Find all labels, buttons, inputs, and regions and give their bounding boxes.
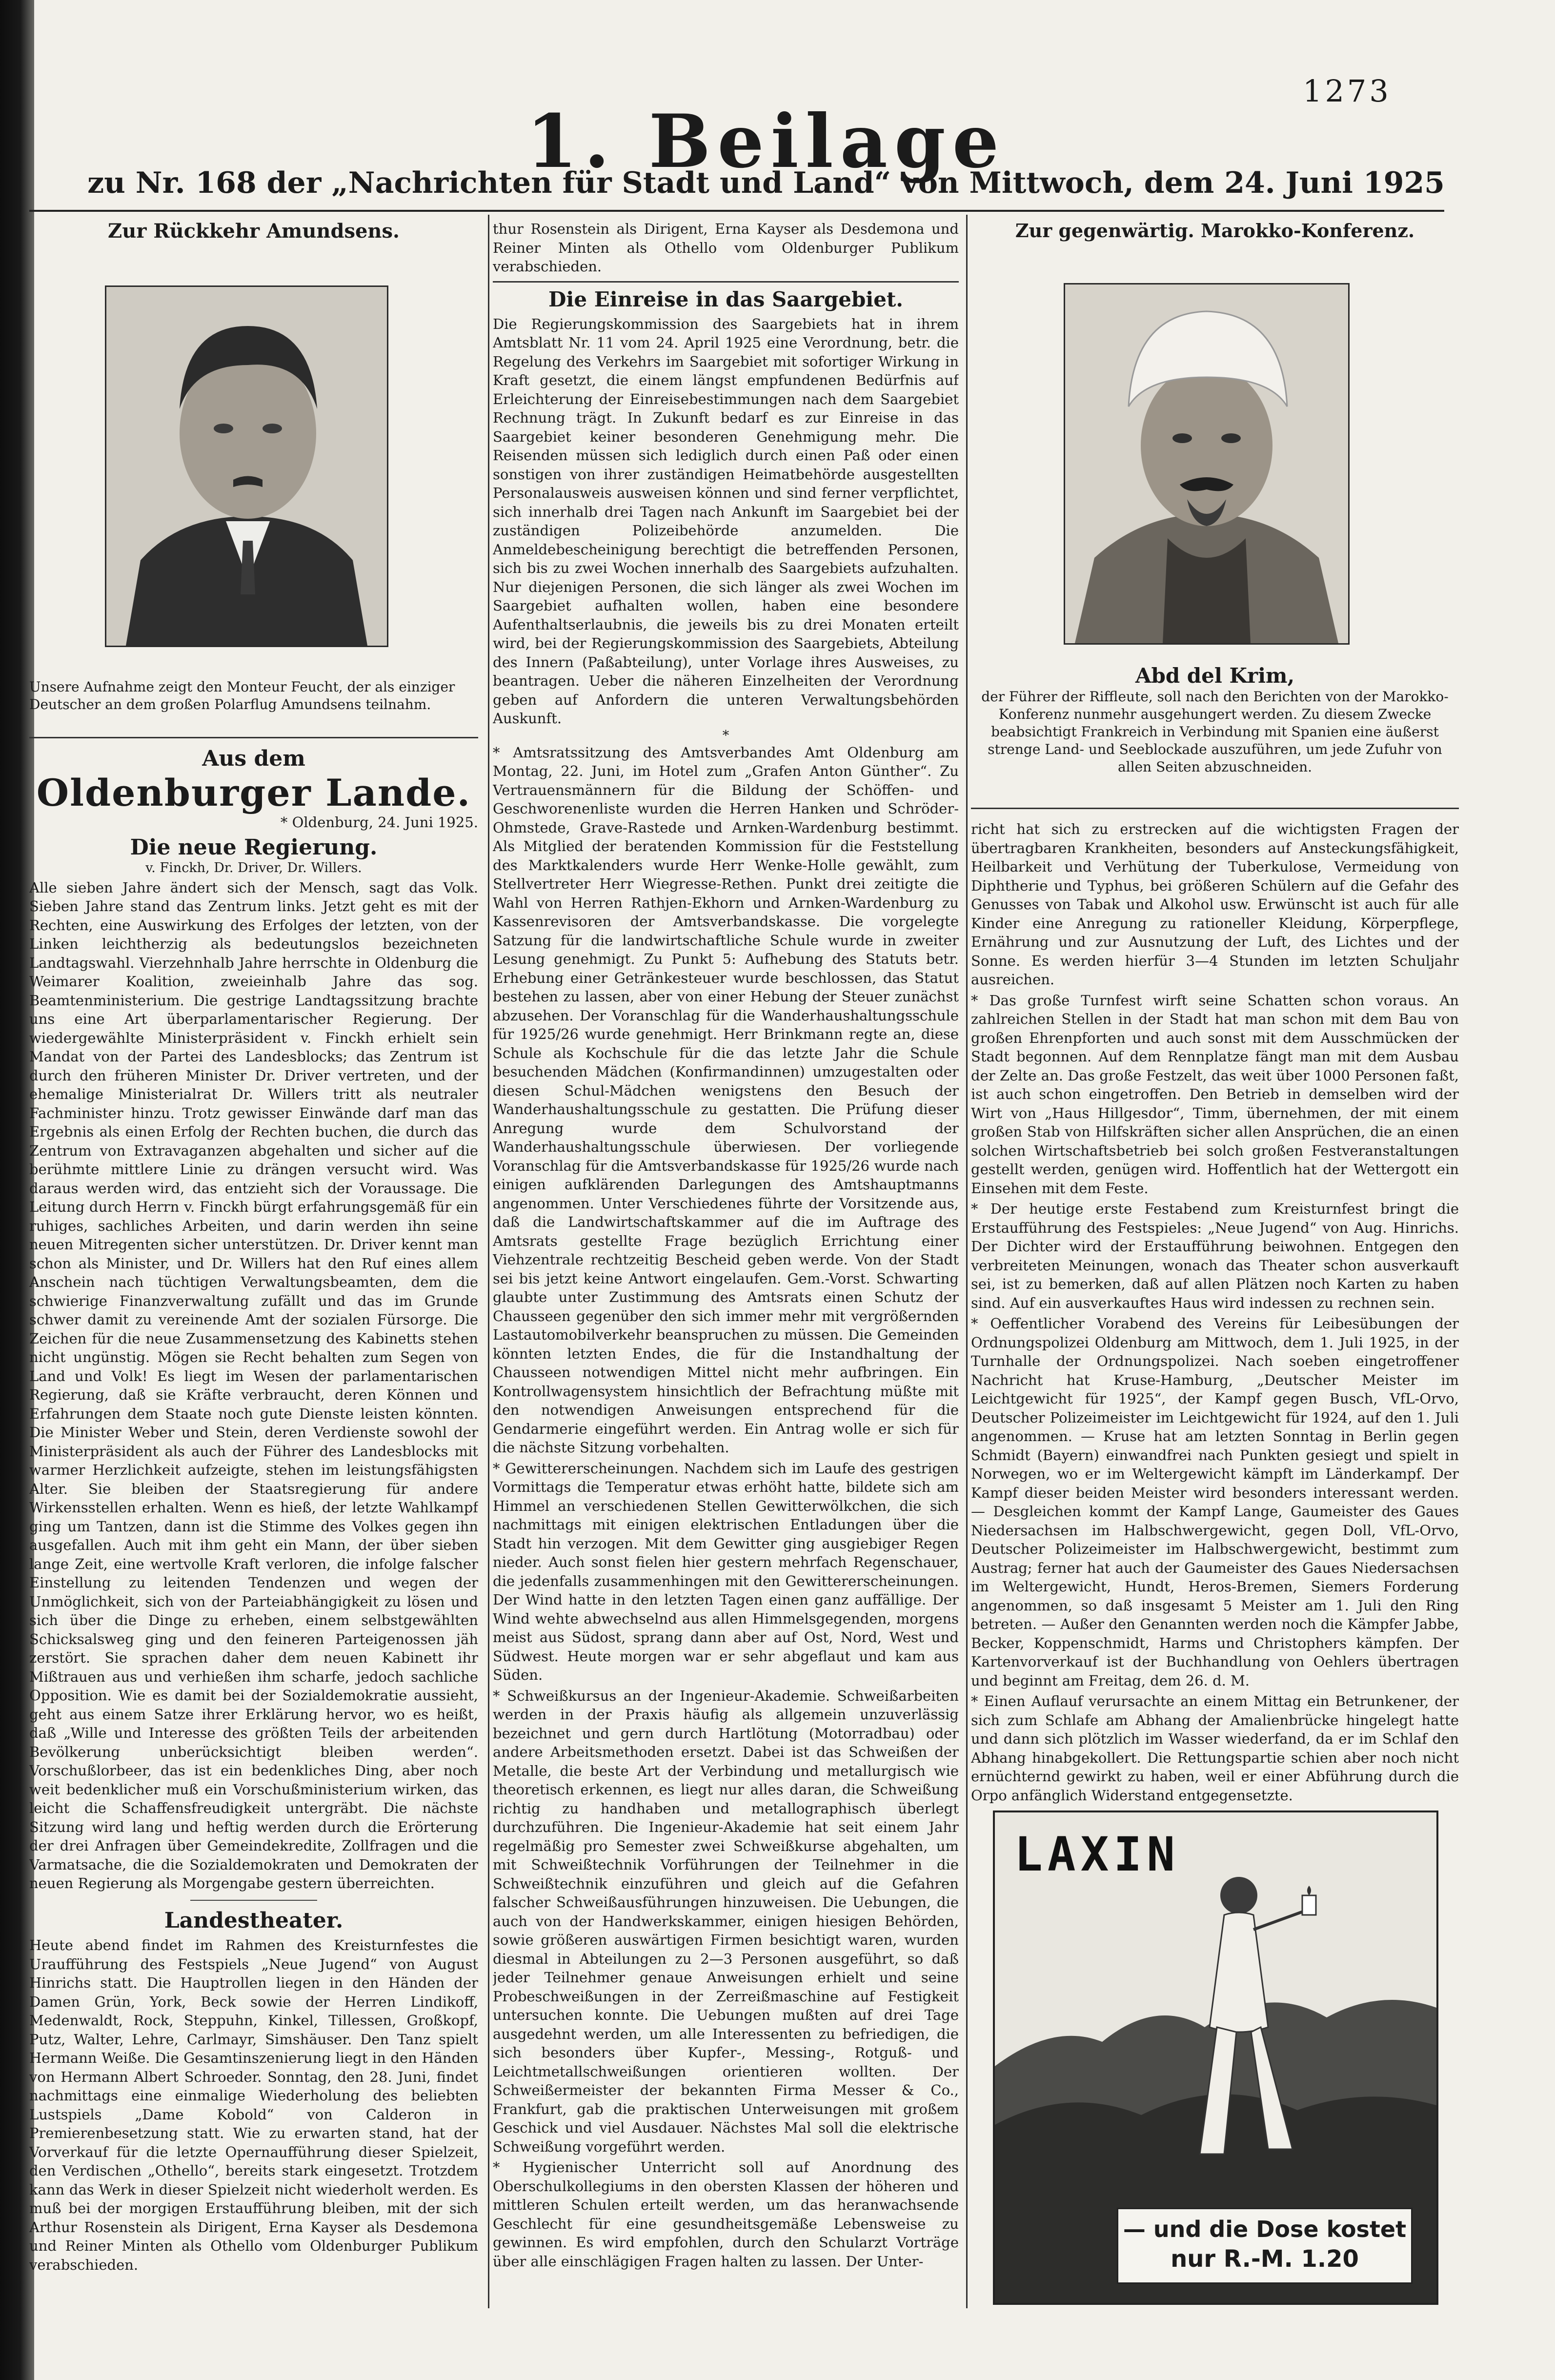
right-title-box — [971, 220, 1459, 259]
page-number: 1273 — [1303, 73, 1392, 109]
krim-photo — [1064, 283, 1350, 645]
amundsen-caption-box — [29, 678, 478, 732]
laxin-advertisement — [993, 1810, 1438, 2305]
article-separator — [190, 1900, 317, 1902]
right-column-articles — [971, 820, 1459, 1806]
star-separator: * — [722, 728, 729, 743]
oldenburg-section — [29, 747, 478, 2308]
schweisskurs-article: * Schweißkursus an der Ingenieur-Akademie. Schweißarbeiten werden in der Praxis häufig als allgemein unzuverlässig bezeichnet und gern durch Hartlötung (Motorradbau) oder andere Arbeitsmethoden ersetzt. Dabei ist das Schweißen der Metalle, die beste Art der Verbindung und metallurgisch wie theoretisch erkennen, es liegt nur alles daran, die Schweißung richtig zu handhaben und metallographisch überlegt durchzuführen. Die Ingenieur-Akademie hat seit einem Jahr regelmäßig pro Semester zwei Schweißkurse abgehalten, um mit Schweißtechnik Vorführungen der Teilnehmer in die Schweißtechnik einzuführen und gleich auf die Gefahren falscher Schweißausführungen hinzuweisen. Die Uebungen, die auch von der Handwerkskammer, einigen hiesigen Behörden, sowie größeren auswärtigen Firmen besichtigt waren, wurden diesmal in Abteilungen zu 2—3 Personen ausgeführt, so daß jeder Teilnehmer genaue Anweisungen erhielt und seine Probeschweißungen in der Zerreißmaschine auf Festigkeit untersuchen konnte. Die Uebungen mußten auf drei Tage ausgedehnt werden, um alle Interessenten zu befriedigen, die sich besonders über Kupfer-, Messing-, Rotguß- und Leichtmetallschweißungen orientieren wollten. Der Schweißermeister der bekannten Firma Messer & Co., Frankfurt, gab die praktischen Unterweisungen mit großem Geschick und viel Ausdauer. Nächstes Mal soll die elektrische Schweißung vorgeführt werden. — [493, 1687, 959, 2155]
krim-photo-caption: der Führer der Riffleute, soll nach den Berichten von der Marokko-Konferenz nunmehr ausgehungert werden. Zu diesem Zwecke beabsichtigt Frankreich in Verbindung mit Spanien eine äußerst strenge Land- und Seeblockade auszuführen, um jede Zufuhr von allen Seiten abzuschneiden. — [981, 689, 1449, 775]
regierung-names: v. Finckh, Dr. Driver, Dr. Willers. — [145, 860, 362, 875]
krim-photo-title: Zur gegenwärtig. Marokko-Konferenz. — [1015, 220, 1415, 242]
theater-headline: Landestheater. — [164, 1908, 343, 1933]
polizei-sport-article: * Oeffentlicher Vorabend des Vereins für Leibesübungen der Ordnungspolizei Oldenburg am Mittwoch, dem 1. Juli 1925, in der Turnhalle der Ordnungspolizei. Nach soeben eingetroffener Nachricht hat Kruse-Hamburg, „Deutscher Meister im Leichtgewicht für 1925“, der Kampf gegen Busch, VfL-Orvo, Deutscher Polizeimeister im Leichtgewicht für 1924, auf den 1. Juli angenommen. — Kruse hat am letzten Sonntag in Berlin gegen Schmidt (Bayern) einwandfrei nach Punkten gesiegt und spielt in Norwegen, wo er im Weltergewicht kämpft im Länderkampf. Der Kampf dieser beiden Meister wird besonders interessant werden. — Desgleichen kommt der Kampf Lange, Gaumeister des Gaues Niedersachsen im Halbschwergewicht, gegen Doll, VfL-Orvo, Deutscher Polizeimeister im Halbschwergewicht, bestimmt zum Austrag; ferner hat auch der Gaumeister des Gaues Niedersachsen im Weltergewicht, Hundt, Heros-Bremen, Siemers Forderung angenommen, so daß insgesamt 5 Meister am 1. Juli den Ring betreten. — Außer den Genannten werden noch die Kämpfer Jabbe, Becker, Koppenschmidt, Harms und Christophers kämpfen. Der Kartenvorverkauf ist der Buchhandlung von Oehlers übertragen und beginnt am Freitag, dem 26. d. M. — [971, 1315, 1459, 1689]
festabend-article: * Der heutige erste Festabend zum Kreisturnfest bringt die Erstaufführung des Festspieles: „Neue Jugend“ von Aug. Hinrichs. Der Dichter wird der Erstaufführung beiwohnen. Entgegen den verbreiteten Meinungen, wonach das Theater schon ausverkauft sei, ist zu bemerken, daß auf allen Plätzen noch Karten zu haben sind. Auf ein ausverkauftes Haus wird indessen zu rechnen sein. — [971, 1200, 1459, 1311]
krim-photo-name: Abd del Krim, — [1135, 664, 1295, 688]
middle-rule-1 — [493, 281, 959, 283]
hygiene-article: * Hygienischer Unterricht soll auf Anordnung des Oberschulkollegiums in den obersten Klassen der höheren und mittleren Schulen erteilt werden, um das heranwachsende Geschlecht für eine gesundheitsgemäße Lebensweise zu gewinnen. Es wird empfohlen, durch den Schularzt Vorträge über alle einschlägigen Fragen halten zu lassen. Der Unter- — [493, 2159, 959, 2270]
masthead-title: 1. Beilage — [526, 99, 1006, 184]
laxin-slogan: — und die Dose kostet — [1123, 2216, 1407, 2242]
krim-caption-box — [971, 664, 1459, 791]
gewitter-article: * Gewittererscheinungen. Nachdem sich im Laufe des gestrigen Vormittags die Temperatur etwas erhöht hatte, bildete sich am Himmel an verschiedenen Stellen Gewitterwölkchen, die sich nachmittags mit einigen elektrischen Entladungen über die Stadt hin verzogen. Mit dem Gewitter ging ausgiebiger Regen nieder. Auch sonst fielen hier gestern mehrfach Regenschauer, die jedenfalls zusammenhingen mit den Gewittererscheinungen. Der Wind hatte in den letzten Tagen einen ganz auffällige. Der Wind wehte abwechselnd aus allen Himmelsgegenden, morgens meist aus Südost, sprang dann aber auf Ost, Nord, West und Südwest. Heute morgen war er sehr abgeflaut und kam aus Süden. — [493, 1460, 959, 1684]
amundsen-photo-title: Zur Rückkehr Amundsens. — [108, 220, 400, 243]
regierung-headline: Die neue Regierung. — [130, 834, 378, 860]
oldenburg-dateline: * Oldenburg, 24. Juni 1925. — [280, 814, 478, 831]
column-divider-left — [488, 215, 489, 2308]
left-section-rule — [29, 737, 478, 738]
laxin-brand: LAXIN — [1014, 1827, 1180, 1882]
laxin-price-box — [1117, 2208, 1413, 2284]
laxin-price: nur R.-M. 1.20 — [1171, 2245, 1359, 2273]
regierung-article: Alle sieben Jahre ändert sich der Mensch, sagt das Volk. Sieben Jahre stand das Zentrum links. Jetzt geht es mit der Rechten, eine Auswirkung des Erfolges der letzten, von der Linken leichtherzig als bedeutungslos bezeichneten Landtagswahl. Vierzehnhalb Jahre herrschte in Oldenburg die Weimarer Koalition, zweieinhalb Jahre das sog. Beamtenministerium. Die gestrige Landtagssitzung brachte uns eine Art überparlamentarischer Regierung. Der wiedergewählte Ministerpräsident v. Finckh erhielt sein Mandat von der Partei des Landesblocks; das Zentrum ist durch den früheren Minister Dr. Driver vertreten, und der ehemalige Ministerialrat Dr. Willers tritt als neutraler Fachminister hinzu. Trotz gewisser Einwände darf man das Ergebnis als einen Erfolg der Rechten buchen, die durch das Zentrum von Extravaganzen abgehalten und sicher auf die berühmte mittlere Linie zu drängen versucht wird. Was daraus werden wird, das entzieht sich der Voraussage. Die Leitung durch Herrn v. Finckh bürgt erfahrungsgemäß für ein ruhiges, sachliches Arbeiten, und darin werden ihn seine neuen Mitregenten sicher unterstützen. Dr. Driver kennt man schon als Minister, und Dr. Willers hat den Ruf eines allem Anschein nach tüchtigen Verwaltungsbeamten, dem die schwierige Finanzverwaltung zufällt und das im Grunde schwer damit zu vereinende Amt der sozialen Fürsorge. Die Zeichen für die neue Zusammensetzung des Kabinetts stehen nicht ungünstig. Mögen sie Recht behalten zum Segen von Land und Volk! Es liegt im Wesen der parlamentarischen Regierung, daß sie Kräfte verbraucht, deren Können und Erfahrungen dem Staate noch gute Dienste leisten könnten. Die Minister Weber und Stein, deren Verdienste sowohl der Ministerpräsident als auch der Führer des Landesblocks mit warmer Herzlichkeit aufzeigte, stehen im leistungsfähigsten Alter. Sie bleiben der Staatsregierung für andere Wirkensstellen erhalten. Wenn es hieß, der letzte Wahlkampf ging um Tantzen, dann ist die Stimme des Volkes gegen ihn ausgefallen. Auch mit ihm geht ein Mann, der über sieben lange Zeit, eine wertvolle Kraft verloren, die infolge falscher Einstellung zu leitenden Tendenzen und wegen der Unmöglichkeit, sich von der Parteiabhängigkeit zu lösen und sich über die Dinge zu erheben, einem selbstgewählten Schicksalsweg ging und den feineren Parteigenossen jäh zerstört. Sie sprachen daher dem neuen Kabinett ihr Mißtrauen aus und verhießen ihm scharfe, jedoch sachliche Opposition. Wie es damit bei der Sozialdemokratie aussieht, geht aus einem Satze ihrer Erklärung hervor, wo es heißt, daß „Wille und Interesse des größten Teils der arbeitenden Bevölkerung unberücksichtigt bleiben werden“. Vorschußlorbeer, das ist ein bedenkliches Ding, aber noch weit bedenklicher muß ein Vorschußministerium wirken, das leicht die Schaffensfreudigkeit untergräbt. Die nächste Sitzung wird lang und heftig werden durch die Erörterung der drei Anfragen über Gemeindekredite, Zollfragen und die Varmatsache, die die Sozialdemokraten und Demokraten der neuen Regierung als Morgengabe gestern überreichten. — [29, 879, 478, 1892]
theater-continuation: thur Rosenstein als Dirigent, Erna Kayser als Desdemona und Reiner Minten als Othello vom Oldenburger Publikum verabschieden. — [493, 221, 959, 275]
hygiene-continuation: richt hat sich zu erstrecken auf die wichtigsten Fragen der übertragbaren Krankheiten, besonders auf Ansteckungsfähigkeit, Heilbarkeit und Verhütung der Tuberkulose, Vermeidung von Diphtherie und Typhus, bei größeren Schülern auf die Gefahr des Genusses von Tabak und Alkohol usw. Erwünscht ist auch für alle Kinder eine Anregung zu rationeller Kleidung, Körperpflege, Ernährung und zur Ausnutzung der Luft, des Lichtes und der Sonne. Es werden hierfür 3—4 Stunden im letzten Schuljahr ausreichen. — [971, 821, 1459, 988]
portrait-abd-el-krim-image — [1065, 285, 1348, 643]
saar-article: Die Regierungskommission des Saargebiets hat in ihrem Amtsblatt Nr. 11 vom 24. April 1925 eine Verordnung, betr. die Regelung des Verkehrs im Saargebiet mit sofortiger Wirkung in Kraft gesetzt, die einem längst empfundenen Bedürfnis auf Erleichterung der Einreisebestimmungen nach dem Saargebiet Rechnung trägt. In Zukunft bedarf es zur Einreise in das Saargebiet keiner besonderen Genehmigung mehr. Die Reisenden müssen sich lediglich durch einen Paß oder einen sonstigen von ihrer zuständigen Heimatbehörde ausgestellten Personalausweis ausweisen können und sind ferner verpflichtet, sich innerhalb drei Tagen nach Ankunft im Saargebiet bei der zuständigen Polizeibehörde anzumelden. Die Anmeldebescheinigung berechtigt die betreffenden Personen, sich bis zu zwei Wochen innerhalb des Saargebiets aufzuhalten. Nur diejenigen Personen, die sich länger als zwei Wochen im Saargebiet aufhalten wollen, haben eine besondere Aufenthaltserlaubnis, die jeweils bis zu drei Monaten erteilt wird, bei der Regierungskommission des Saargebiets, Abteilung des Innern (Paßabteilung), unter Vorlage ihres Ausweises, zu beantragen. Ueber die näheren Einzelheiten der Verordnung geben auf Anfordern die unteren Verwaltungsbehörden Auskunft. — [493, 315, 959, 727]
amundsen-photo — [105, 285, 388, 647]
column-divider-right — [966, 215, 968, 2308]
turnfest-article: * Das große Turnfest wirft seine Schatten schon voraus. An zahlreichen Stellen in der Stadt hat man schon mit dem Bau von großen Ehrenpforten und auch sonst mit dem Ausschmücken der Stadt begonnen. Auf dem Rennplatze fängt man mit dem Ausbau der Zelte an. Das große Festzelt, das weit über 1000 Personen faßt, ist auch schon eingetroffen. Den Betrieb in demselben wird der Wirt von „Haus Hillgesdor“, Timm, übernehmen, der mit einem großen Stab von Hilfskräften sicher allen Ansprüchen, die an einen solchen Wirtschaftsbetrieb bei solch großen Festveranstaltungen gestellt werden, genügen wird. Hoffentlich hat der Wettergott ein Einsehen mit dem Feste. — [971, 992, 1459, 1197]
betrunkener-article: * Einen Auflauf verursachte an einem Mittag ein Betrunkener, der sich zum Schlafe am Abhang der Amalienbrücke hingelegt hatte und dann sich plötzlich im Wasser wiederfand, da er im Schlaf den Abhang hinabgekollert. Die Rettungspartie schien aber noch nicht ernüchternd gewirkt zu haben, weil er einer Abführung durch die Orpo anfänglich Widerstand entgegensetzte. — [971, 1693, 1459, 1804]
amundsen-photo-caption: Unsere Aufnahme zeigt den Monteur Feucht, der als einziger Deutscher an dem großen Polarflug Amundsens teilnahm. — [29, 679, 455, 712]
masthead-subheading: zu Nr. 168 der „Nachrichten für Stadt und Land“ von Mittwoch, dem 24. Juni 1925 — [87, 166, 1445, 200]
portrait-man-image — [106, 287, 387, 646]
middle-column — [493, 220, 959, 2308]
masthead-rule — [29, 210, 1444, 212]
section-title-oldenburg: Oldenburger Lande. — [36, 771, 471, 814]
amtsrat-article: * Amtsratssitzung des Amtsverbandes Amt Oldenburg am Montag, 22. Juni, im Hotel zum „Grafen Anton Günther“. Zu Vertrauensmännern für die Bildung der Schöffen- und Geschworenenliste wurden die Herren Hanken und Schröder-Ohmstede, Grave-Rastede und Arnken-Wardenburg bestimmt. Als Mitglied der beratenden Kommission für die Feststellung des Marktkalenders wurde Herr Wenke-Holle gewählt, zum Stellvertreter Herr Wiegresse-Rethen. Punkt drei zeitigte die Wahl von Herren Rathjen-Ekhorn und Arnken-Wardenburg zu Kassenrevisoren der Amtsverbandskasse. Die vorgelegte Satzung für die landwirtschaftliche Schule wurde in zweiter Lesung genehmigt. Zu Punkt 5: Aufhebung des Statuts betr. Erhebung einer Getränkesteuer wurde beschlossen, das Statut bestehen zu lassen, aber von einer Hebung der Steuer zunächst abzusehen. Der Voranschlag für die Wanderhaushaltungsschule für 1925/26 wurde genehmigt. Herr Brinkmann regte an, diese Schule als Kochschule für die das letzte Jahr die Schule besuchenden Mädchen (Konfirmandinnen) umzugestalten oder diesen Schul-Mädchen wenigstens den Besuch der Wanderhaushaltungsschule zu gestatten. Die Prüfung dieser Anregung wurde dem Schulvorstand der Wanderhaushaltungsschule überwiesen. Der vorliegende Voranschlag für die Amtsverbandskasse für 1925/26 wurde nach einigen aufklärenden Darlegungen des Amtshauptmanns angenommen. Unter Verschiedenes führte der Vorsitzende aus, daß die Landwirtschaftskammer auf die im Auftrage des Amtsrats gestellte Frage bezüglich Errichtung einer Viehzentrale rechtzeitig Bescheid geben werde. Von der Stadt sei bis jetzt keine Antwort eingelaufen. Gem.-Vorst. Schwarting glaubte unter Zustimmung des Amtsrats einen Schutz der Chausseen gegenüber den sich immer mehr mit vergrößernden Lastautomobilverkehr beanspruchen zu müssen. Die Gemeinden könnten letzten Endes, die für die Instandhaltung der Chausseen notwendigen Mittel nicht mehr aufbringen. Ein Kontrollwagensystem hinsichtlich der Befrachtung müßte mit den notwendigen Anweisungen entsprechend für die Gendarmerie eingeführt werden. Ein Antrag wolle er sich für die nächste Sitzung vorbehalten. — [493, 744, 959, 1456]
saar-headline: Die Einreise in das Saargebiet. — [548, 287, 904, 311]
theater-article: Heute abend findet im Rahmen des Kreisturnfestes die Uraufführung des Festspiels „Neue Jugend“ von August Hinrichs statt. Die Hauptrollen liegen in den Händen der Damen Grün, York, Beck sowie der Herren Lindikoff, Medenwaldt, Rock, Steppuhn, Kinkel, Tillessen, Großkopf, Putz, Walter, Lehre, Carlmayr, Simshäuser. Den Tanz spielt Hermann Weiße. Die Gesamtinszenierung liegt in den Händen von Hermann Albert Schroeder. Sonntag, den 28. Juni, findet nachmittags eine einmalige Wiederholung des beliebten Lustspiels „Dame Kobold“ von Calderon in Premierenbesetzung statt. Wie zu erwarten stand, hat der Vorverkauf für die letzte Opernaufführung dieser Spielzeit, den Verdischen „Othello“, bereits stark eingesetzt. Trotzdem kann das Werk in dieser Spielzeit nicht wiederholt werden. Es muß bei der morgigen Erstaufführung bleiben, mit der sich Arthur Rosenstein als Dirigent, Erna Kayser als Desdemona und Reiner Minten als Othello vom Oldenburger Publikum verabschieden. — [29, 1937, 478, 2273]
right-section-rule — [971, 808, 1459, 809]
section-title-small: Aus dem — [202, 747, 305, 771]
